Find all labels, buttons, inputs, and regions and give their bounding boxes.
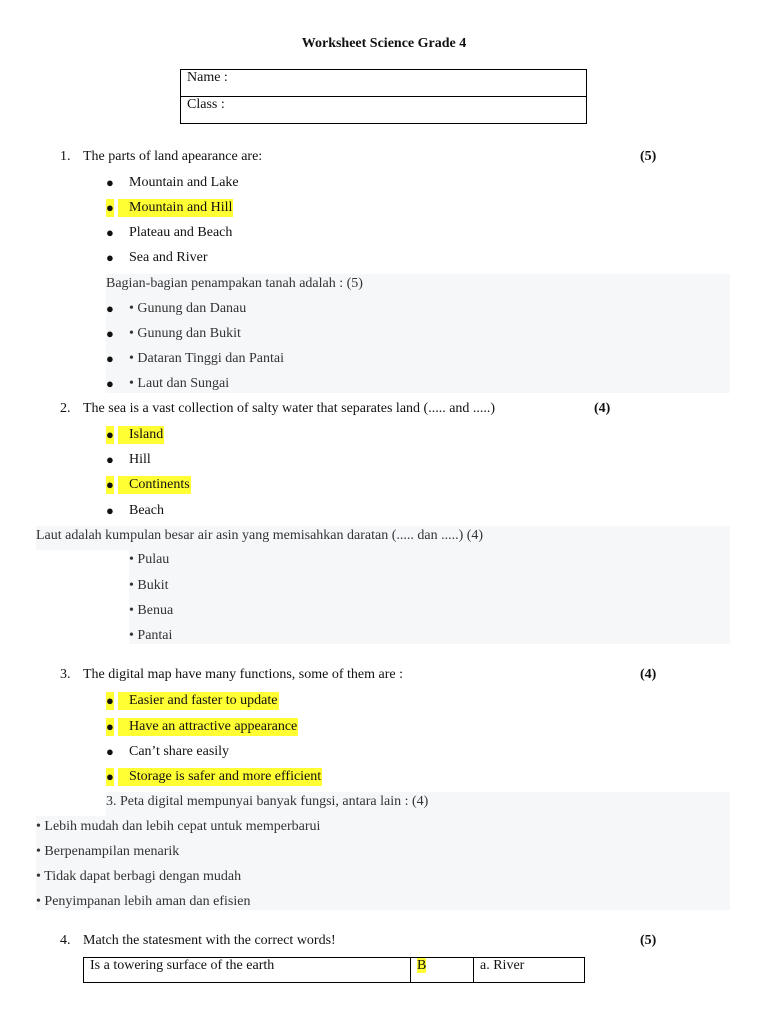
- q2-translation-option-2: • Bukit: [129, 578, 169, 593]
- match-answer: B: [417, 958, 427, 973]
- q2-number: 2.: [60, 401, 71, 416]
- q3-translation-option-1: • Lebih mudah dan lebih cepat untuk memperbarui: [36, 819, 321, 834]
- q3-number: 3.: [60, 667, 71, 682]
- class-field[interactable]: Class :: [181, 97, 587, 124]
- q4-text: Match the statesment with the correct words!: [83, 933, 336, 948]
- q1-translation-option-2: • Gunung dan Bukit: [129, 326, 241, 341]
- bullet-icon: ●: [106, 225, 114, 240]
- q3-option-2-highlighted: Have an attractive appearance: [118, 718, 298, 736]
- q1-number: 1.: [60, 149, 71, 164]
- bullet-icon: ●: [106, 503, 114, 518]
- match-word: a. River: [474, 958, 585, 983]
- q1-text: The parts of land apearance are:: [83, 149, 263, 164]
- match-answer-cell[interactable]: [411, 958, 474, 983]
- q1-translation-option-4: • Laut dan Sungai: [129, 376, 230, 391]
- q2-option-4: Beach: [129, 503, 164, 518]
- bullet-icon: ●: [106, 477, 114, 492]
- bullet-icon: ●: [106, 326, 114, 341]
- q2-translation-block: [129, 550, 730, 644]
- q3-translation-option-4: • Penyimpanan lebih aman dan efisien: [36, 894, 251, 909]
- q1-translation-option-3: • Dataran Tinggi dan Pantai: [129, 351, 284, 366]
- q1-translation-option-1: • Gunung dan Danau: [129, 301, 247, 316]
- q3-option-3: Can’t share easily: [129, 744, 230, 759]
- bullet-icon: ●: [106, 250, 114, 265]
- bullet-icon: ●: [106, 351, 114, 366]
- bullet-icon: ●: [106, 719, 114, 734]
- q3-option-4-highlighted: Storage is safer and more efficient: [118, 768, 322, 786]
- bullet-icon: ●: [106, 744, 114, 759]
- q2-marks: (4): [594, 401, 611, 416]
- bullet-icon: ●: [106, 175, 114, 190]
- q1-option-1: Mountain and Lake: [129, 175, 239, 190]
- bullet-icon: ●: [106, 301, 114, 316]
- bullet-icon: ●: [106, 200, 114, 215]
- q2-option-2: Hill: [129, 452, 151, 467]
- q2-translation-option-1: • Pulau: [129, 552, 170, 567]
- worksheet-title: Worksheet Science Grade 4: [301, 36, 467, 51]
- q1-translation-heading: Bagian-bagian penampakan tanah adalah : (5): [106, 276, 363, 291]
- bullet-icon: ●: [106, 376, 114, 391]
- q2-text: The sea is a vast collection of salty water that separates land (..... and .....): [83, 401, 496, 416]
- q2-option-1-highlighted: Island: [118, 426, 164, 444]
- student-info-table: [180, 69, 587, 124]
- name-field[interactable]: Name :: [181, 70, 587, 97]
- q1-option-2-highlighted: Mountain and Hill: [118, 199, 233, 217]
- q1-marks: (5): [640, 149, 657, 164]
- bullet-icon: ●: [106, 693, 114, 708]
- q2-translation-option-4: • Pantai: [129, 628, 173, 643]
- q4-marks: (5): [640, 933, 657, 948]
- q3-marks: (4): [640, 667, 657, 682]
- q2-translation-heading: Laut adalah kumpulan besar air asin yang memisahkan daratan (..... dan .....) (4): [36, 528, 484, 543]
- q3-text: The digital map have many functions, some of them are :: [83, 667, 403, 682]
- table-row: [84, 958, 585, 983]
- q1-option-4: Sea and River: [129, 250, 208, 265]
- q3-option-1-highlighted: Easier and faster to update: [118, 692, 279, 710]
- matching-table: [83, 957, 585, 983]
- q3-translation-option-3: • Tidak dapat berbagi dengan mudah: [36, 869, 242, 884]
- q2-translation-option-3: • Benua: [129, 603, 174, 618]
- q1-option-3: Plateau and Beach: [129, 225, 233, 240]
- bullet-icon: ●: [106, 452, 114, 467]
- q2-option-3-highlighted: Continents: [118, 476, 191, 494]
- bullet-icon: ●: [106, 769, 114, 784]
- bullet-icon: ●: [106, 427, 114, 442]
- q4-number: 4.: [60, 933, 71, 948]
- match-statement: Is a towering surface of the earth: [84, 958, 411, 983]
- q3-translation-heading: 3. Peta digital mempunyai banyak fungsi, antara lain : (4): [106, 794, 429, 809]
- q3-translation-option-2: • Berpenampilan menarik: [36, 844, 180, 859]
